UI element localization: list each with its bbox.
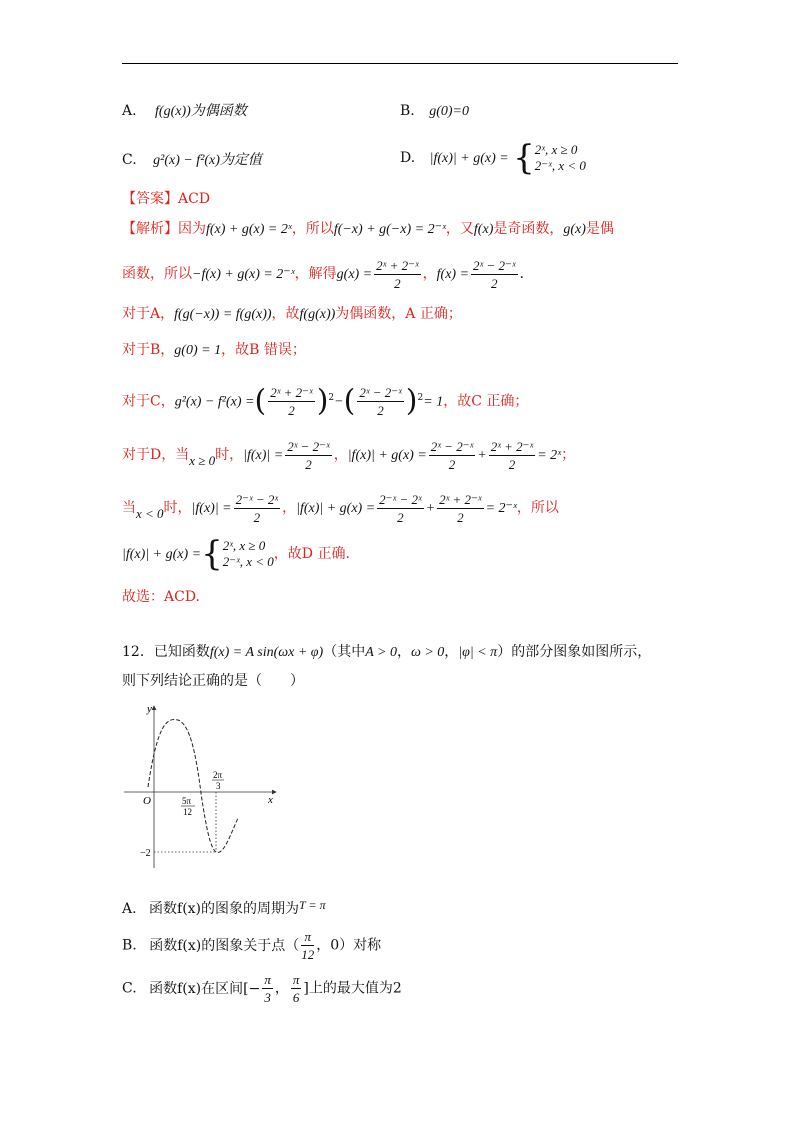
option-text: g²(x) − f²(x)为定值 xyxy=(153,153,262,168)
equation: f(x) = A sin(ωx + φ) xyxy=(209,645,324,660)
text: 当 xyxy=(122,500,136,516)
equation: |f(x)| + g(x) = xyxy=(347,448,427,463)
text: ，又 xyxy=(445,221,474,237)
option-letter: D. xyxy=(400,150,416,166)
text: 为偶函数，A 正确； xyxy=(335,306,462,322)
denominator: 2 xyxy=(377,403,384,419)
text: 已知函数 xyxy=(153,644,210,660)
option-d xyxy=(400,138,586,179)
numerator: 2ˣ + 2⁻ˣ xyxy=(439,491,482,507)
paren-open: ( xyxy=(343,383,356,419)
paren-close: ) xyxy=(405,383,418,419)
equation: g(x) xyxy=(563,222,586,237)
fraction xyxy=(489,438,535,473)
operator: + xyxy=(425,501,436,516)
fraction xyxy=(471,257,517,292)
text: 因为 xyxy=(178,221,206,237)
equation: = 2⁻ˣ xyxy=(485,501,517,516)
numerator: π xyxy=(301,928,314,946)
fraction xyxy=(285,438,331,473)
option-letter: B. xyxy=(122,937,137,954)
text: ，解得 xyxy=(294,266,337,282)
option-text: g(0)=0 xyxy=(429,104,469,119)
text: 时， xyxy=(163,500,192,516)
equation: g(0) = 1 xyxy=(174,343,222,358)
option-b xyxy=(400,101,469,122)
denominator: 6 xyxy=(292,990,300,1005)
equation: = 1 xyxy=(423,394,444,410)
condition: x < 0 xyxy=(136,506,164,521)
equation: f(x) xyxy=(473,222,494,237)
text: 时， xyxy=(215,447,244,463)
numerator: π xyxy=(292,972,300,987)
option-a xyxy=(122,101,247,122)
text: ； xyxy=(561,447,576,463)
equation: |f(x)| = xyxy=(243,448,284,463)
text: ，故C 正确； xyxy=(443,393,529,410)
option-text: ]上的最大值为2 xyxy=(303,980,402,997)
text: 对于A， xyxy=(122,306,175,322)
piecewise-cases xyxy=(535,142,586,174)
answer-line: 【答案】ACD xyxy=(122,191,211,207)
numerator: 2ˣ − 2⁻ˣ xyxy=(473,257,516,273)
equation: −f(x) + g(x) = 2⁻ˣ xyxy=(192,267,295,282)
numerator: 2ˣ + 2⁻ˣ xyxy=(376,257,419,273)
text: ， xyxy=(396,644,411,660)
paren-open: ( xyxy=(254,383,267,419)
solution-line-b xyxy=(122,340,306,361)
fraction xyxy=(262,971,273,1006)
text: ， xyxy=(274,980,289,997)
solution-label: 【解析】 xyxy=(122,221,178,237)
fraction xyxy=(291,971,302,1006)
equation: = 2ˣ xyxy=(537,448,562,463)
numerator: 2ˣ − 2⁻ˣ xyxy=(430,438,474,454)
text: . xyxy=(519,266,524,282)
option-letter: B. xyxy=(400,103,415,119)
text: ，故 xyxy=(271,306,300,322)
denominator: 2 xyxy=(491,275,498,291)
piecewise-cases xyxy=(223,538,274,570)
condition: A > 0 xyxy=(365,645,397,660)
condition: x ≥ 0 xyxy=(189,453,216,468)
solution-conclusion: 故选：ACD. xyxy=(122,589,200,605)
equation: |f(x)| = xyxy=(191,501,232,516)
equation: f(x) + g(x) = 2ˣ xyxy=(206,222,292,237)
text: 是偶 xyxy=(585,221,614,237)
condition: ω > 0 xyxy=(410,645,445,660)
fraction xyxy=(268,384,314,419)
fraction xyxy=(301,928,314,963)
condition: |φ| < π xyxy=(458,645,498,660)
q12-stem-line-1 xyxy=(122,642,651,663)
y-axis-label: y xyxy=(147,703,152,715)
tick-2pi3-den: 3 xyxy=(216,781,221,791)
option-text: 函数f(x)的图象的周期为 xyxy=(149,901,300,917)
option-text: ，0）对称 xyxy=(316,937,382,954)
text: ， xyxy=(422,266,437,282)
numerator: 2ˣ − 2⁻ˣ xyxy=(287,438,330,454)
brace-symbol: { xyxy=(513,138,535,178)
solution-line-d xyxy=(122,437,575,479)
solution-line-c xyxy=(122,378,528,423)
numerator: 2ˣ − 2⁻ˣ xyxy=(359,385,402,401)
fraction xyxy=(377,491,423,526)
exponent: 2 xyxy=(417,393,424,403)
option-text: 函数f(x)在区间[− xyxy=(149,980,261,997)
option-letter: A. xyxy=(122,103,137,119)
equation: f(−x) + g(−x) = 2⁻ˣ xyxy=(333,222,446,237)
denominator: 2 xyxy=(448,456,456,472)
denominator: 2 xyxy=(397,509,404,525)
text: 函数，所以 xyxy=(122,266,192,282)
equation: f(g(−x)) = f(g(x)) xyxy=(174,307,272,322)
equation: |f(x)| + g(x) = xyxy=(122,547,202,562)
text: ）的部分图象如图所示， xyxy=(497,644,652,660)
solution-line-a xyxy=(122,304,462,325)
x-axis-label: x xyxy=(268,794,273,806)
denominator: 3 xyxy=(264,990,271,1005)
q12-option-a xyxy=(122,895,326,919)
fraction xyxy=(437,491,483,526)
text: 对于B， xyxy=(122,342,175,358)
text: ， xyxy=(282,500,297,516)
fraction xyxy=(234,491,280,526)
option-text: f(g(x))为偶函数 xyxy=(155,104,247,119)
equation: |f(x)| + g(x) = xyxy=(296,501,376,516)
tick-5pi12-den: 12 xyxy=(183,807,192,817)
numerator: 2ˣ + 2⁻ˣ xyxy=(490,438,534,454)
text: ，故B 错误； xyxy=(221,342,306,358)
fraction xyxy=(357,384,403,419)
equation: g²(x) − f²(x) = xyxy=(174,394,255,410)
solution-line-1 xyxy=(122,219,614,240)
text: 对于C， xyxy=(122,393,175,410)
question-number: 12． xyxy=(122,644,154,660)
text: 是奇函数， xyxy=(493,221,564,237)
case-1: 2ˣ, x ≥ 0 xyxy=(222,538,266,553)
denominator: 2 xyxy=(305,456,312,472)
q12-option-c xyxy=(122,971,402,1006)
q12-option-b xyxy=(122,928,381,963)
operator: + xyxy=(477,448,487,463)
option-letter: C. xyxy=(122,152,137,168)
fraction xyxy=(429,438,475,473)
tick-2pi3-num: 2π xyxy=(213,770,223,780)
min-value-label: −2 xyxy=(140,848,151,859)
option-letter: C. xyxy=(122,980,137,997)
denominator: 2 xyxy=(253,509,261,525)
numerator: π xyxy=(264,972,271,987)
paren-close: ) xyxy=(316,383,329,419)
fraction xyxy=(374,257,420,292)
equation: f(g(x)) xyxy=(299,307,336,322)
numerator: 2ˣ + 2⁻ˣ xyxy=(270,385,313,401)
equation: T = π xyxy=(299,898,326,912)
header-rule xyxy=(122,63,678,64)
exponent: 2 xyxy=(328,393,335,403)
solution-line-f xyxy=(122,534,350,575)
text: 对于D，当 xyxy=(122,447,190,463)
case-2: 2⁻ˣ, x < 0 xyxy=(222,554,274,569)
solution-line-e xyxy=(122,490,559,532)
text: （其中 xyxy=(323,644,366,660)
denominator: 2 xyxy=(508,456,516,472)
case-2: 2⁻ˣ, x < 0 xyxy=(534,158,586,173)
sine-curve xyxy=(148,720,238,853)
text: ， xyxy=(444,644,459,660)
sine-graph xyxy=(118,700,288,870)
q12-stem-line-2: 则下列结论正确的是（ ） xyxy=(122,673,304,689)
text: ， xyxy=(333,447,348,463)
option-lhs: |f(x)| + g(x) = xyxy=(429,151,509,166)
option-c xyxy=(122,150,262,171)
origin-label: O xyxy=(143,795,151,807)
denominator: 12 xyxy=(301,947,315,962)
equation: g(x) = xyxy=(336,267,373,282)
equation: f(x) = xyxy=(436,267,470,282)
numerator: 2⁻ˣ − 2ˣ xyxy=(379,491,422,507)
option-letter: A. xyxy=(122,901,137,917)
brace-symbol: { xyxy=(201,534,223,574)
numerator: 2⁻ˣ − 2ˣ xyxy=(235,491,279,507)
solution-line-2 xyxy=(122,256,524,293)
tick-5pi12-num: 5π xyxy=(182,796,192,806)
case-1: 2ˣ, x ≥ 0 xyxy=(534,142,578,157)
text: ，故D 正确. xyxy=(273,546,350,562)
operator: − xyxy=(334,394,344,410)
denominator: 2 xyxy=(394,275,401,291)
text: ，所以 xyxy=(516,500,559,516)
text: ，所以 xyxy=(291,221,334,237)
denominator: 2 xyxy=(457,509,464,525)
denominator: 2 xyxy=(288,403,295,419)
option-text: 函数f(x)的图象关于点（ xyxy=(149,937,300,954)
